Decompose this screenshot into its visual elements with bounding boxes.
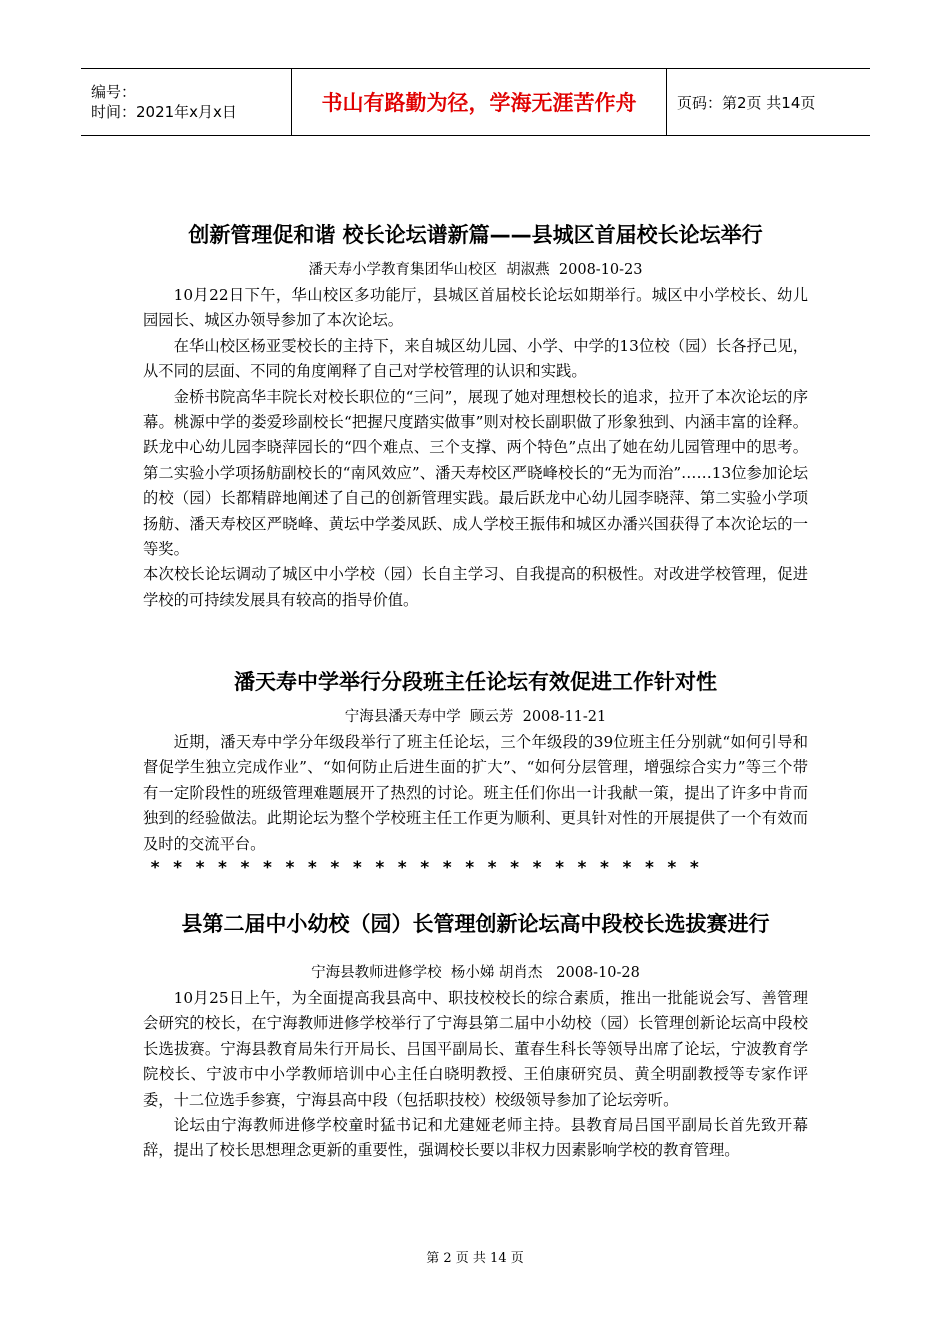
header-time-label: 时间：2021年x月x日 [91,103,237,121]
header-info-cell [81,69,292,136]
article-title: 县第二届中小幼校（园）长管理创新论坛高中段校长选拔赛进行 [181,912,770,936]
section-separator: * * * * * * * * * * * * * * * * * * * * * * * * * [150,858,701,878]
header-motto: 书山有路勤为径，学海无涯苦作舟 [292,69,667,136]
article-paragraph: 近期，潘天寿中学分年级段举行了班主任论坛，三个年级段的39位班主任分别就“如何引导和督促学生独立完成作业”、“如何防止后进生面的扩大”、“如何分层管理，增强综合实力”等三个带有一定阶段性的班级管理难题展开了热烈的讨论。班主任们你出一计我献一策，提出了许多中肯而独到的经验做法。此期论坛为整个学校班主任工作更为顺利、更具针对性的开展提供了一个有效而及时的交流平台。 [143,733,808,853]
article-paragraph: 在华山校区杨亚雯校长的主持下，来自城区幼儿园、小学、中学的13位校（园）长各抒己见，从不同的层面、不同的角度阐释了自己对学校管理的认识和实践。 [143,336,808,381]
article-1 [143,221,808,613]
article-title: 创新管理促和谐 校长论坛谱新篇——县城区首届校长论坛举行 [188,223,763,247]
article-2 [143,668,808,857]
article-paragraph: 10月25日上午，为全面提高我县高中、职技校校长的综合素质，推出一批能说会写、善管理会研究的校长，在宁海教师进修学校举行了宁海县第二届中小幼校（园）长管理创新论坛高中段校长选拔赛。宁海县教育局朱行开局长、吕国平副局长、董春生科长等领导出席了论坛，宁波教育学院校长、宁波市中小学教师培训中心主任白晓明教授、王伯康研究员、黄全明副教授等专家作评委，十二位选手参赛，宁海县高中段（包括职技校）校级领导参加了论坛旁听。 [143,989,808,1109]
article-byline: 宁海县潘天寿中学 顾云芳 2008-11-21 [344,709,607,725]
page-header [81,68,870,136]
article-byline: 潘天寿小学教育集团华山校区 胡淑燕 2008-10-23 [308,262,643,278]
article-title: 潘天寿中学举行分段班主任论坛有效促进工作针对性 [234,670,717,694]
article-paragraph: 10月22日下午，华山校区多功能厅，县城区首届校长论坛如期举行。城区中小学校长、幼儿园园长、城区办领导参加了本次论坛。 [143,286,808,330]
header-number-label: 编号： [91,83,137,101]
header-page-info: 页码：第2页 共14页 [677,93,816,112]
page-footer: 第 2 页 共 14 页 [426,1251,524,1266]
article-3 [143,910,808,1164]
article-paragraph: 论坛由宁海教师进修学校童时猛书记和尤建娅老师主持。县教育局吕国平副局长首先致开幕辞，提出了校长思想理念更新的重要性，强调校长要以非权力因素影响学校的教育管理。 [143,1116,808,1160]
article-byline: 宁海县教师进修学校 杨小娣 胡肖杰 2008-10-28 [311,965,640,981]
article-paragraph: 本次校长论坛调动了城区中小学校（园）长自主学习、自我提高的积极性。对改进学校管理，促进学校的可持续发展具有较高的指导价值。 [143,565,808,609]
article-paragraph: 金桥书院高华丰院长对校长职位的“三问”，展现了她对理想校长的追求，拉开了本次论坛的序幕。桃源中学的娄爱珍副校长“把握尺度踏实做事”则对校长副职做了形象独到、内涵丰富的诠释。跃龙中心幼儿园李晓萍园长的“四个难点、三个支撑、两个特色”点出了她在幼儿园管理中的思考。第二实验小学项扬舫副校长的“南风效应”、潘天寿校区严晓峰校长的“无为而治”……13位参加论坛的校（园）长都精辟地阐述了自己的创新管理实践。最后跃龙中心幼儿园李晓萍、第二实验小学项扬舫、潘天寿校区严晓峰、黄坛中学娄凤跃、成人学校王振伟和城区办潘兴国获得了本次论坛的一等奖。 [143,387,808,559]
